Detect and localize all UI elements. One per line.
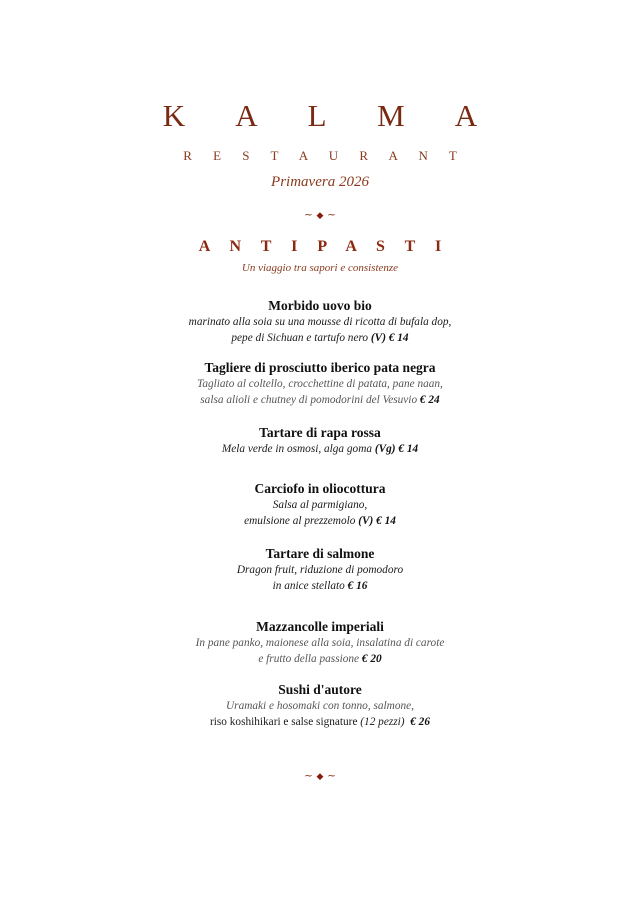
tilde-right: ~	[326, 769, 337, 782]
item-description	[0, 636, 640, 667]
item-name: Mazzancolle imperiali	[256, 619, 384, 634]
diet-tag: (Vg)	[374, 443, 396, 455]
menu-item	[0, 681, 640, 730]
item-price: € 14	[398, 443, 419, 455]
portion-note: (12 pezzi)	[360, 715, 405, 728]
menu-item	[0, 297, 640, 346]
item-name: Carciofo in oliocottura	[254, 481, 386, 496]
section-title: A N T I P A S T I	[198, 238, 450, 255]
ornament-divider-bottom	[0, 769, 640, 782]
item-name: Tartare di salmone	[265, 546, 375, 561]
description-line: salsa alioli e chutney di pomodorini del Vesuvio	[200, 393, 418, 406]
description-line: emulsione al prezzemolo	[244, 514, 356, 527]
menu-item	[0, 480, 640, 529]
diet-tag: (V)	[358, 514, 374, 527]
item-price: € 26	[410, 715, 430, 728]
description-line: Dragon fruit, riduzione di pomodoro	[236, 564, 404, 576]
tilde-right: ~	[326, 208, 337, 221]
item-description	[0, 442, 640, 458]
description-line: Uramaki e hosomaki con tonno, salmone,	[226, 700, 414, 712]
item-price: € 14	[376, 514, 396, 527]
item-name: Tartare di rapa rossa	[259, 425, 381, 440]
ornament-divider-top	[0, 208, 640, 221]
menu-item	[0, 424, 640, 458]
description-line: marinato alla soia su una mousse di ricotta di bufala dop,	[188, 316, 452, 328]
menu-item	[0, 618, 640, 667]
item-description	[0, 315, 640, 346]
description-line: riso koshihikari e salse signature	[210, 715, 358, 728]
description-line: Tagliato al coltello, crocchettine di patata, pane naan,	[197, 378, 443, 390]
item-price: € 16	[347, 579, 368, 592]
restaurant-name: K A L M A	[162, 98, 500, 133]
item-description	[0, 563, 640, 594]
menu-item	[0, 359, 640, 408]
section-subtitle: Un viaggio tra sapori e consistenze	[241, 262, 399, 274]
description-line: In pane panko, maionese alla soia, insalatina di carote	[195, 637, 445, 649]
item-description	[0, 377, 640, 408]
item-name: Sushi d'autore	[278, 682, 362, 697]
item-price: € 14	[388, 331, 409, 344]
item-description	[0, 498, 640, 529]
description-line: pepe di Sichuan e tartufo nero	[231, 331, 369, 344]
diamond-icon: ◆	[316, 211, 324, 221]
tilde-left: ~	[303, 769, 314, 782]
restaurant-subtitle: R E S T A U R A N T	[183, 148, 466, 163]
description-line: Mela verde in osmosi, alga goma	[221, 443, 373, 455]
description-line: e frutto della passione	[258, 652, 360, 665]
description-line: Salsa al parmigiano,	[272, 499, 368, 511]
season-label: Primavera 2026	[271, 174, 369, 190]
description-line: in anice stellato	[272, 579, 345, 592]
diamond-icon: ◆	[316, 772, 324, 782]
item-price: € 20	[361, 652, 382, 665]
item-name: Morbido uovo bio	[268, 298, 372, 313]
item-price: € 24	[419, 393, 440, 406]
tilde-left: ~	[303, 208, 314, 221]
menu-item	[0, 545, 640, 594]
item-name: Tagliere di prosciutto iberico pata negra	[204, 360, 436, 375]
diet-tag: (V)	[370, 331, 386, 344]
item-description	[0, 699, 640, 730]
